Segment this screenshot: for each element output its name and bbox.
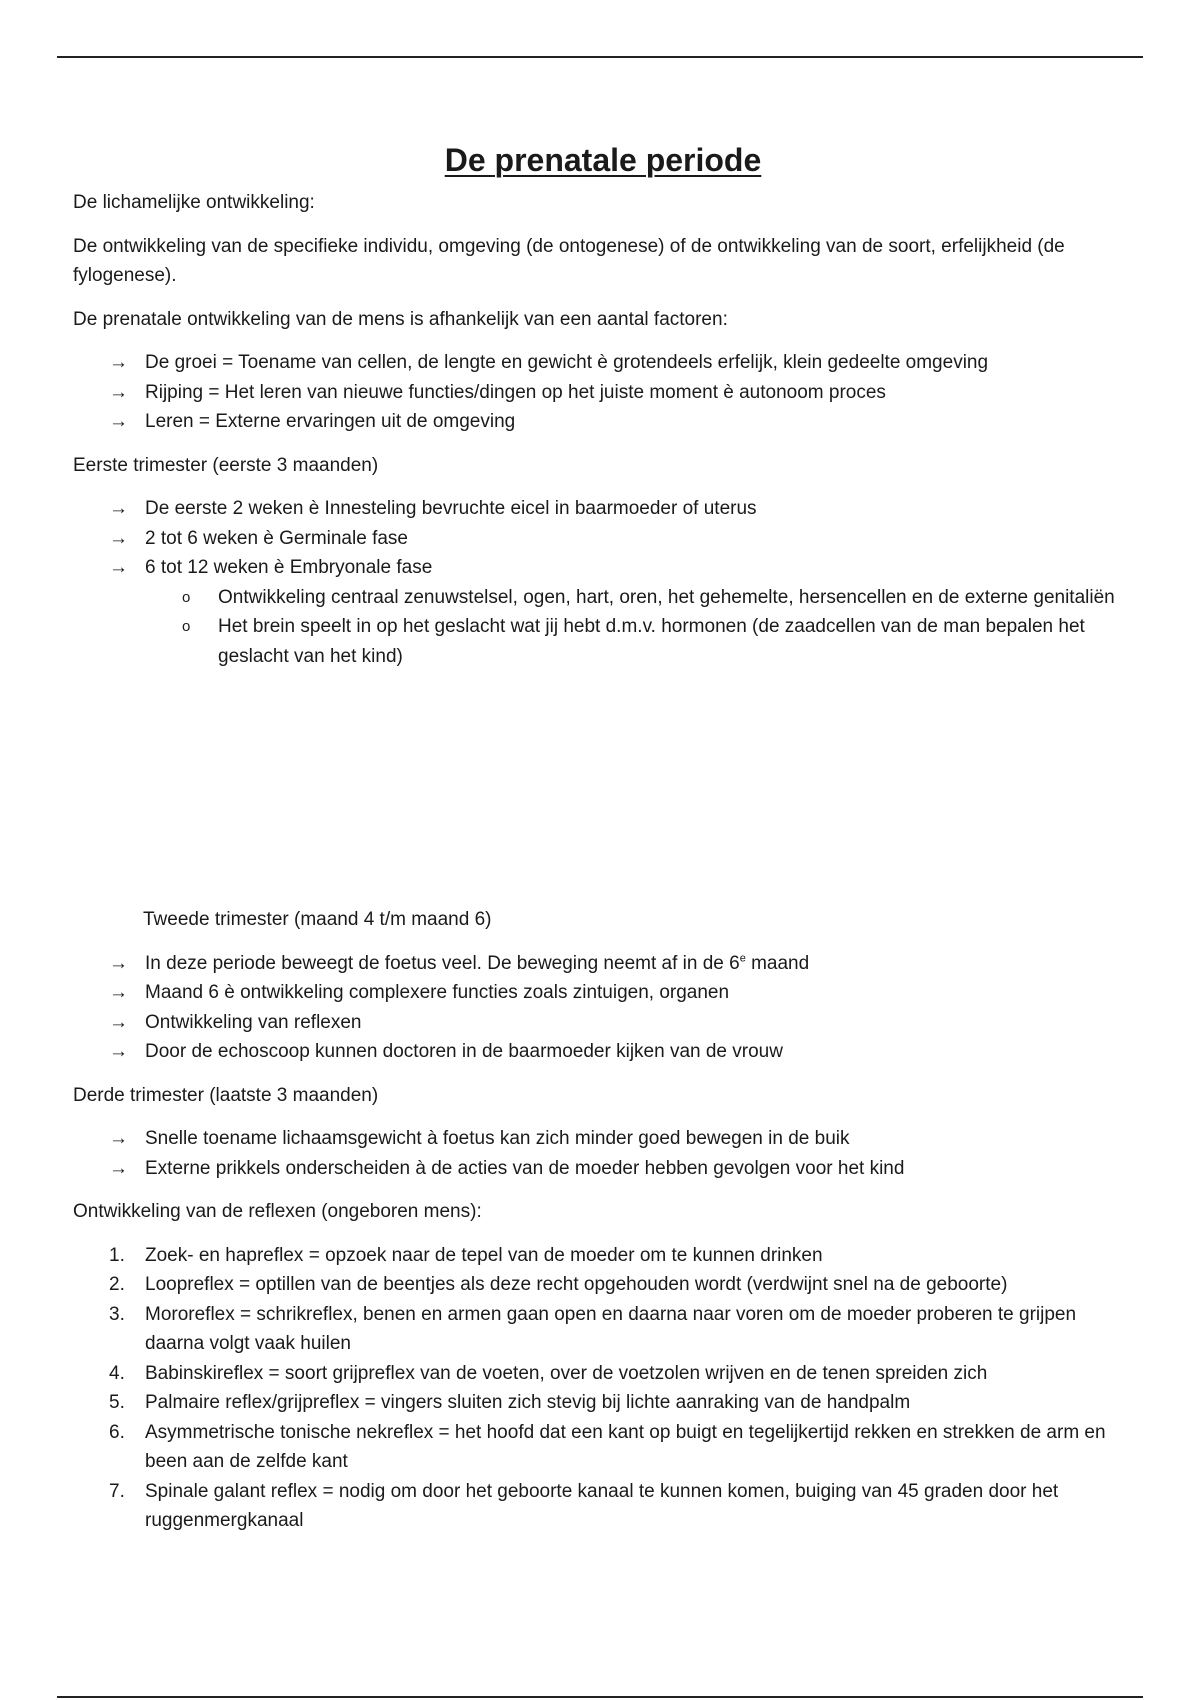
list-item: 2. Loopreflex = optillen van de beentjes als deze recht opgehouden wordt (verdwijnt snel na de geboorte)	[73, 1270, 1133, 1300]
list-item: → De groei = Toename van cellen, de lengte en gewicht è grotendeels erfelijk, klein gedeelte omgeving	[73, 348, 1133, 378]
list-item: → De eerste 2 weken è Innesteling bevruchte eicel in baarmoeder of uterus	[73, 494, 1133, 524]
arrow-icon: →	[109, 1041, 128, 1062]
list-number: 2.	[109, 1274, 125, 1295]
document-body	[73, 140, 1133, 1550]
factoren-list	[73, 348, 1133, 437]
list-item: → Leren = Externe ervaringen uit de omgeving	[73, 407, 1133, 437]
page-title: De prenatale periode	[444, 142, 762, 178]
list-item: → Rijping = Het leren van nieuwe functies/dingen op het juiste moment è autonoom proces	[73, 378, 1133, 408]
footer-rule	[57, 1696, 1143, 1698]
eerste-trimester-list	[73, 494, 1133, 671]
arrow-icon: →	[109, 352, 128, 373]
derde-trimester-list	[73, 1124, 1133, 1183]
list-item: 1. Zoek- en hapreflex = opzoek naar de tepel van de moeder om te kunnen drinken	[73, 1241, 1133, 1271]
arrow-icon: →	[109, 498, 128, 519]
tweede-trimester-heading: Tweede trimester (maand 4 t/m maand 6)	[143, 909, 492, 930]
list-number: 4.	[109, 1362, 125, 1384]
ontwikkeling-paragraph: De ontwikkeling van de specifieke individu, omgeving (de ontogenese) of de ontwikkeling van de soort, erfelijkheid (de fylogenese).	[73, 235, 1065, 286]
list-item: → 6 tot 12 weken è Embryonale fase o Ontwikkeling centraal zenuwstelsel, ogen, hart, oren, het gehemelte, hersencellen en de externe genitaliën o Het brein speelt in op het geslacht wat jij hebt d.m.v. hormonen (de zaadcellen van de man bepalen het geslacht van het kind)	[73, 553, 1133, 671]
list-number: 1.	[109, 1244, 125, 1266]
arrow-icon: →	[109, 527, 128, 549]
list-item: 3. Mororeflex = schrikreflex, benen en armen gaan open en daarna naar voren om de moeder proberen te grijpen daarna volgt vaak huilen	[73, 1300, 1133, 1359]
list-item: 5. Palmaire reflex/grijpreflex = vingers sluiten zich stevig bij lichte aanraking van de handpalm	[73, 1388, 1133, 1418]
list-number: 3.	[109, 1303, 125, 1325]
header-rule	[57, 56, 1143, 58]
arrow-icon: →	[109, 1157, 128, 1179]
list-item: → 2 tot 6 weken è Germinale fase	[73, 524, 1133, 554]
derde-trimester-heading: Derde trimester (laatste 3 maanden)	[73, 1084, 379, 1106]
arrow-icon: →	[109, 1011, 128, 1033]
blank-space	[73, 685, 1133, 905]
arrow-icon: →	[109, 557, 128, 578]
list-item: → Externe prikkels onderscheiden à de acties van de moeder hebben gevolgen voor het kind	[73, 1154, 1133, 1184]
list-number: 5.	[109, 1392, 125, 1413]
list-number: 6.	[109, 1421, 125, 1443]
arrow-icon: →	[109, 982, 128, 1003]
list-item: → Maand 6 è ontwikkeling complexere functies zoals zintuigen, organen	[73, 978, 1133, 1008]
list-item: → Ontwikkeling van reflexen	[73, 1008, 1133, 1038]
arrow-icon: →	[109, 952, 128, 974]
list-item: 7. Spinale galant reflex = nodig om door het geboorte kanaal te kunnen komen, buiging van 45 graden door het ruggenmergkanaal	[73, 1477, 1133, 1536]
reflexen-list	[73, 1241, 1133, 1536]
list-item: 4. Babinskireflex = soort grijpreflex van de voeten, over de voetzolen wrijven en de tenen spreiden zich	[73, 1359, 1133, 1389]
arrow-icon: →	[109, 381, 128, 403]
reflexen-heading: Ontwikkeling van de reflexen (ongeboren mens):	[73, 1201, 482, 1222]
circle-bullet-icon: o	[182, 618, 191, 635]
factoren-heading: De prenatale ontwikkeling van de mens is afhankelijk van een aantal factoren:	[73, 308, 728, 330]
list-item: 6. Asymmetrische tonische nekreflex = het hoofd dat een kant op buigt en tegelijkertijd rekken en strekken de arm en been aan de zelfde kant	[73, 1418, 1133, 1477]
list-number: 7.	[109, 1480, 125, 1502]
list-item: → In deze periode beweegt de foetus veel. De beweging neemt af in de 6e maand	[73, 949, 1133, 979]
embryonale-sublist	[145, 583, 1133, 672]
tweede-trimester-list	[73, 949, 1133, 1067]
list-item: → Door de echoscoop kunnen doctoren in de baarmoeder kijken van de vrouw	[73, 1037, 1133, 1067]
sub-list-item: o Ontwikkeling centraal zenuwstelsel, ogen, hart, oren, het gehemelte, hersencellen en de externe genitaliën	[73, 583, 1133, 613]
list-item: → Snelle toename lichaamsgewicht à foetus kan zich minder goed bewegen in de buik	[73, 1124, 1133, 1154]
lichamelijk-heading: De lichamelijke ontwikkeling:	[73, 192, 315, 213]
sub-list-item: o Het brein speelt in op het geslacht wat jij hebt d.m.v. hormonen (de zaadcellen van de man bepalen het geslacht van het kind)	[73, 612, 1133, 671]
arrow-icon: →	[109, 1128, 128, 1149]
eerste-trimester-heading: Eerste trimester (eerste 3 maanden)	[73, 454, 379, 476]
circle-bullet-icon: o	[182, 588, 191, 606]
arrow-icon: →	[109, 411, 128, 432]
